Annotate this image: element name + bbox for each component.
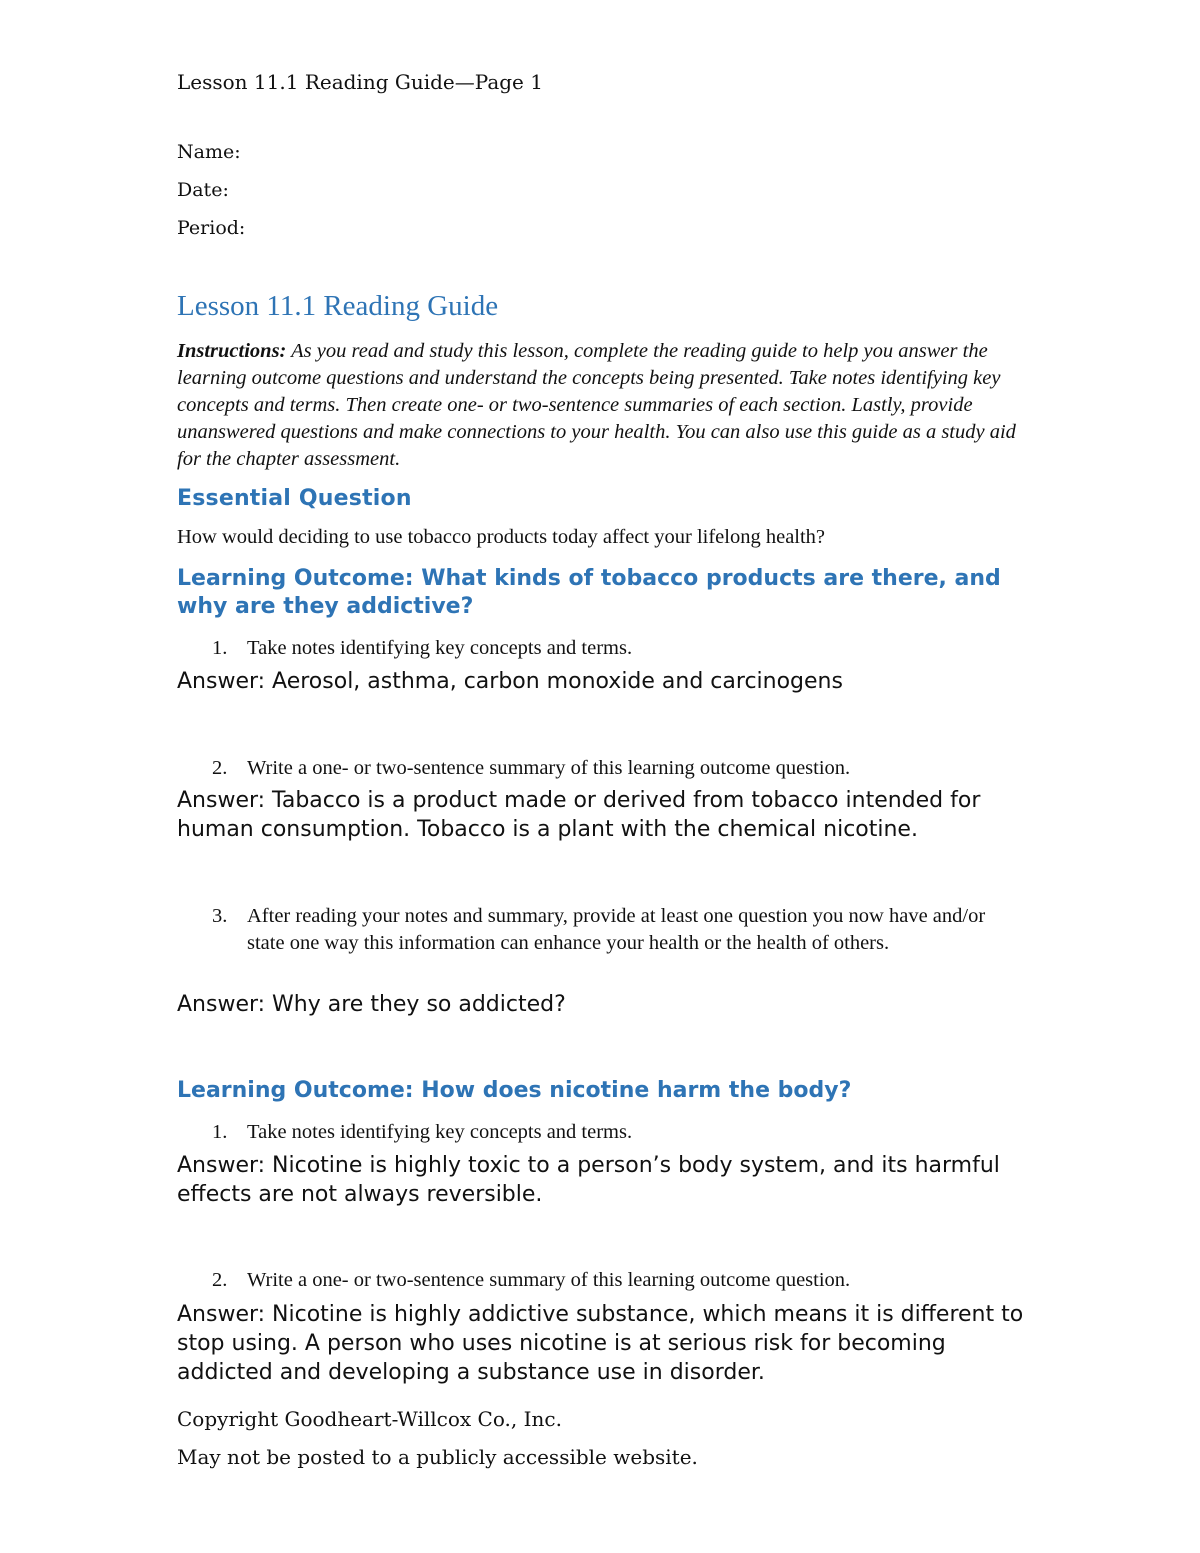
learning-outcome-heading: Learning Outcome: What kinds of tobacco products are there, and why are they addictive? [177, 566, 1001, 619]
list-item-prompt: Take notes identifying key concepts and terms. [247, 637, 633, 659]
name-label: Name: [177, 141, 241, 163]
list-item-prompt: Take notes identifying key concepts and terms. [247, 1121, 633, 1143]
essential-question-text: How would deciding to use tobacco products today affect your lifelong health? [177, 526, 826, 548]
answer-text: Answer: Tabacco is a product made or derived from tobacco intended for human consumption. Tobacco is a plant with the chemical nicotine. [177, 788, 981, 842]
essential-question-heading: Essential Question [177, 486, 412, 511]
list-item-number: 2. [212, 757, 228, 779]
page-title: Lesson 11.1 Reading Guide [177, 290, 499, 322]
footer-copyright: Copyright Goodheart-Willcox Co., Inc. [177, 1407, 562, 1431]
list-item-number: 2. [212, 1269, 228, 1291]
page-header: Lesson 11.1 Reading Guide—Page 1 [177, 70, 543, 94]
list-item-prompt: After reading your notes and summary, provide at least one question you now have and/or state one way this information can enhance your health or the health of others. [247, 905, 986, 954]
list-item-number: 1. [212, 1121, 228, 1143]
list-item-number: 3. [212, 905, 228, 927]
answer-text: Answer: Nicotine is highly toxic to a person’s body system, and its harmful effects are not always reversible. [177, 1153, 1000, 1207]
instructions-text: As you read and study this lesson, complete the reading guide to help you answer the learning outcome questions and understand the concepts being presented. Take notes identifying key concepts and terms. Then create one- or two-sentence summaries of each section. Lastly, provide unanswered questions and make connections to your health. You can also use this guide as a study aid for the chapter assessment. [177, 340, 1016, 470]
list-item-number: 1. [212, 637, 228, 659]
list-item-prompt: Write a one- or two-sentence summary of this learning outcome question. [247, 1269, 851, 1291]
answer-text: Answer: Aerosol, asthma, carbon monoxide and carcinogens [177, 669, 843, 694]
footer-notice: May not be posted to a publicly accessible website. [177, 1445, 698, 1469]
instructions-paragraph [177, 338, 1027, 473]
instructions-label: Instructions: [177, 340, 287, 362]
answer-text: Answer: Nicotine is highly addictive substance, which means it is different to stop using. A person who uses nicotine is at serious risk for becoming addicted and developing a substance use in disorder. [177, 1302, 1024, 1385]
period-label: Period: [177, 217, 246, 239]
answer-text: Answer: Why are they so addicted? [177, 992, 566, 1017]
learning-outcome-heading: Learning Outcome: How does nicotine harm the body? [177, 1078, 852, 1103]
list-item-prompt: Write a one- or two-sentence summary of this learning outcome question. [247, 757, 851, 779]
date-label: Date: [177, 179, 229, 201]
